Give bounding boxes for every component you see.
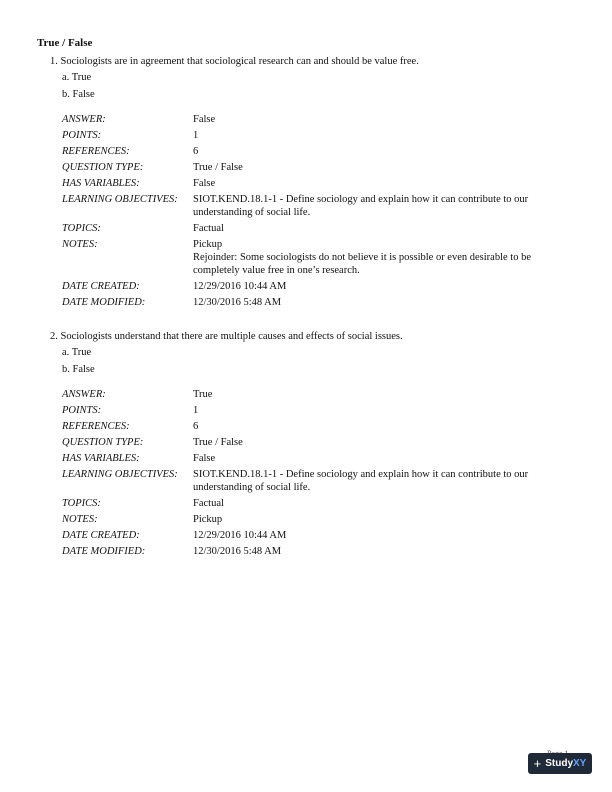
meta-row-topics bbox=[62, 222, 553, 238]
meta-learning-objectives: SIOT.KEND.18.1-1 - Define sociology and explain how it can contribute to our understanding of social life. bbox=[193, 194, 529, 218]
meta-label: DATE MODIFIED: bbox=[62, 297, 146, 308]
meta-row-notes bbox=[62, 238, 553, 280]
meta-row-topics bbox=[62, 497, 553, 513]
meta-row-date-modified bbox=[62, 545, 553, 561]
question-meta bbox=[62, 113, 553, 312]
note-line: Pickup bbox=[193, 514, 223, 525]
meta-label: HAS VARIABLES: bbox=[62, 178, 140, 189]
meta-label: TOPICS: bbox=[62, 223, 101, 234]
meta-row-notes bbox=[62, 513, 553, 529]
meta-row-answer bbox=[62, 113, 553, 129]
meta-label: REFERENCES: bbox=[62, 421, 130, 432]
meta-references: 6 bbox=[193, 421, 199, 432]
brand-suffix: XY bbox=[573, 758, 587, 769]
meta-row-learning-objectives bbox=[62, 468, 553, 497]
question-stem: 2. Sociologists understand that there are multiple causes and effects of social issues. bbox=[50, 331, 403, 342]
meta-date-created: 12/29/2016 10:44 AM bbox=[193, 281, 287, 292]
meta-points: 1 bbox=[193, 130, 199, 141]
meta-topics: Factual bbox=[193, 498, 224, 509]
meta-points: 1 bbox=[193, 405, 199, 416]
options bbox=[62, 71, 560, 101]
meta-label: NOTES: bbox=[62, 514, 98, 525]
meta-row-points bbox=[62, 129, 553, 145]
question-stem: 1. Sociologists are in agreement that sociological research can and should be value free. bbox=[50, 56, 419, 67]
meta-row-references bbox=[62, 420, 553, 436]
option-b: b. False bbox=[62, 89, 95, 100]
meta-label: ANSWER: bbox=[62, 389, 106, 400]
question-meta bbox=[62, 388, 553, 561]
option-a: a. True bbox=[62, 347, 92, 358]
meta-row-date-created bbox=[62, 280, 553, 296]
meta-label: HAS VARIABLES: bbox=[62, 453, 140, 464]
meta-topics: Factual bbox=[193, 223, 224, 234]
meta-notes bbox=[193, 513, 553, 529]
meta-date-modified: 12/30/2016 5:48 AM bbox=[193, 297, 282, 308]
option-b: b. False bbox=[62, 364, 95, 375]
section-title: True / False bbox=[37, 37, 93, 49]
brand-prefix: Study bbox=[545, 758, 574, 769]
meta-row-date-modified bbox=[62, 296, 553, 312]
meta-row-answer bbox=[62, 388, 553, 404]
meta-label: ANSWER: bbox=[62, 114, 106, 125]
meta-has-variables: False bbox=[193, 178, 216, 189]
meta-row-question-type bbox=[62, 436, 553, 452]
meta-answer: True bbox=[193, 389, 213, 400]
meta-label: QUESTION TYPE: bbox=[62, 437, 144, 448]
meta-label: LEARNING OBJECTIVES: bbox=[62, 194, 178, 205]
options bbox=[62, 346, 560, 376]
meta-label: DATE MODIFIED: bbox=[62, 546, 146, 557]
meta-answer: False bbox=[193, 114, 216, 125]
meta-label: LEARNING OBJECTIVES: bbox=[62, 469, 178, 480]
question-1 bbox=[50, 55, 560, 312]
meta-has-variables: False bbox=[193, 453, 216, 464]
meta-question-type: True / False bbox=[193, 437, 243, 448]
meta-question-type: True / False bbox=[193, 162, 243, 173]
meta-notes bbox=[193, 238, 553, 280]
meta-row-points bbox=[62, 404, 553, 420]
meta-label: DATE CREATED: bbox=[62, 281, 140, 292]
meta-label: DATE CREATED: bbox=[62, 530, 140, 541]
meta-references: 6 bbox=[193, 146, 199, 157]
meta-row-date-created bbox=[62, 529, 553, 545]
meta-row-references bbox=[62, 145, 553, 161]
option-a: a. True bbox=[62, 72, 92, 83]
meta-label: QUESTION TYPE: bbox=[62, 162, 144, 173]
meta-label: NOTES: bbox=[62, 239, 98, 250]
meta-date-modified: 12/30/2016 5:48 AM bbox=[193, 546, 282, 557]
meta-date-created: 12/29/2016 10:44 AM bbox=[193, 530, 287, 541]
meta-learning-objectives: SIOT.KEND.18.1-1 - Define sociology and explain how it can contribute to our understanding of social life. bbox=[193, 469, 529, 493]
meta-label: TOPICS: bbox=[62, 498, 101, 509]
meta-row-question-type bbox=[62, 161, 553, 177]
meta-label: POINTS: bbox=[62, 405, 102, 416]
meta-label: REFERENCES: bbox=[62, 146, 130, 157]
meta-row-learning-objectives bbox=[62, 193, 553, 222]
plus-icon: + bbox=[533, 756, 542, 771]
note-line: Rejoinder: Some sociologists do not believe it is possible or even desirable to be completely value free in one’s research. bbox=[193, 252, 531, 276]
studyxy-badge[interactable] bbox=[528, 753, 592, 774]
note-line: Pickup bbox=[193, 239, 223, 250]
meta-label: POINTS: bbox=[62, 130, 102, 141]
meta-row-has-variables bbox=[62, 177, 553, 193]
question-2 bbox=[50, 330, 560, 561]
meta-row-has-variables bbox=[62, 452, 553, 468]
